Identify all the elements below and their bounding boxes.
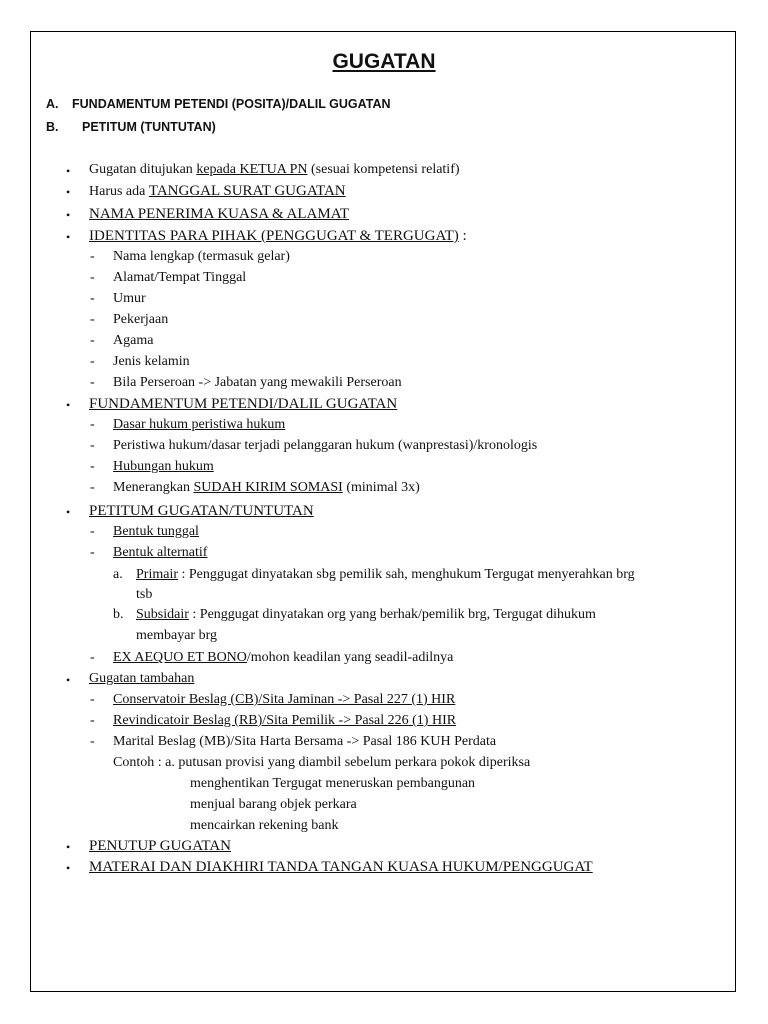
list-item-tambahan: Gugatan tambahan xyxy=(89,671,195,686)
list-item-kuasa: NAMA PENERIMA KUASA & ALAMAT xyxy=(89,206,350,222)
dash-icon: - xyxy=(90,354,95,369)
sub-item: Agama xyxy=(113,333,154,348)
dash-icon: - xyxy=(90,270,95,285)
list-item-tanggal: Harus ada TANGGAL SURAT GUGATAN xyxy=(89,183,346,199)
list-item-penutup: PENUTUP GUGATAN xyxy=(89,838,231,854)
bullet-icon: • xyxy=(66,230,71,244)
dash-icon: - xyxy=(90,333,95,348)
sub-sub-item-cont: membayar brg xyxy=(136,628,217,643)
sub-item: Dasar hukum peristiwa hukum xyxy=(113,417,286,432)
sub-item: Nama lengkap (termasuk gelar) xyxy=(113,249,290,264)
sub-item: Jenis kelamin xyxy=(113,354,190,369)
list-item-ditujukan: Gugatan ditujukan kepada KETUA PN (sesuai kompetensi relatif) xyxy=(89,162,460,177)
section-b-heading: PETITUM (TUNTUTAN) xyxy=(82,120,216,134)
sub-item: Pekerjaan xyxy=(113,312,169,327)
sub-item: Alamat/Tempat Tinggal xyxy=(113,270,247,285)
contoh-line: mencairkan rekening bank xyxy=(190,818,339,833)
list-item-materai: MATERAI DAN DIAKHIRI TANDA TANGAN KUASA HUKUM/PENGGUGAT xyxy=(89,859,593,875)
dash-icon: - xyxy=(90,650,95,665)
sub-sub-label: b. xyxy=(113,607,124,622)
dash-icon: - xyxy=(90,480,95,495)
contoh-line: menghentikan Tergugat meneruskan pembangunan xyxy=(190,776,476,791)
dash-icon: - xyxy=(90,375,95,390)
bullet-icon: • xyxy=(66,505,71,519)
sub-sub-item-cont: tsb xyxy=(136,587,153,602)
sub-item: Marital Beslag (MB)/Sita Harta Bersama -> Pasal 186 KUH Perdata xyxy=(113,734,497,749)
bullet-icon: • xyxy=(66,208,71,222)
dash-icon: - xyxy=(90,459,95,474)
dash-icon: - xyxy=(90,249,95,264)
list-item-petitum: PETITUM GUGATAN/TUNTUTAN xyxy=(89,503,314,519)
sub-sub-item: Primair : Penggugat dinyatakan sbg pemilik sah, menghukum Tergugat menyerahkan brg xyxy=(136,567,635,582)
dash-icon: - xyxy=(90,312,95,327)
bullet-icon: • xyxy=(66,840,71,854)
dash-icon: - xyxy=(90,291,95,306)
sub-item: Menerangkan SUDAH KIRIM SOMASI (minimal 3x) xyxy=(113,480,420,495)
sub-sub-item: Subsidair : Penggugat dinyatakan org yang berhak/pemilik brg, Tergugat dihukum xyxy=(136,607,596,622)
list-item-identitas: IDENTITAS PARA PIHAK (PENGGUGAT & TERGUGAT) : xyxy=(89,228,467,244)
dash-icon: - xyxy=(90,692,95,707)
contoh-line: Contoh : a. putusan provisi yang diambil sebelum perkara pokok diperiksa xyxy=(113,755,531,770)
bullet-icon: • xyxy=(66,398,71,412)
sub-item: Hubungan hukum xyxy=(113,459,214,474)
sub-item: Conservatoir Beslag (CB)/Sita Jaminan -> Pasal 227 (1) HIR xyxy=(113,692,456,707)
bullet-icon: • xyxy=(66,673,71,687)
dash-icon: - xyxy=(90,417,95,432)
section-a-heading: FUNDAMENTUM PETENDI (POSITA)/DALIL GUGATAN xyxy=(72,97,391,111)
document-title: GUGATAN xyxy=(332,50,436,73)
bullet-icon: • xyxy=(66,164,71,178)
sub-item: Revindicatoir Beslag (RB)/Sita Pemilik -> Pasal 226 (1) HIR xyxy=(113,713,457,728)
contoh-line: menjual barang objek perkara xyxy=(190,797,357,812)
dash-icon: - xyxy=(90,734,95,749)
section-b-letter: B. xyxy=(46,120,59,134)
dash-icon: - xyxy=(90,545,95,560)
sub-item: Peristiwa hukum/dasar terjadi pelanggaran hukum (wanprestasi)/kronologis xyxy=(113,438,538,453)
sub-item: Bentuk tunggal xyxy=(113,524,199,539)
section-a-letter: A. xyxy=(46,97,59,111)
bullet-icon: • xyxy=(66,185,71,199)
sub-item: Umur xyxy=(113,291,146,306)
dash-icon: - xyxy=(90,524,95,539)
sub-sub-label: a. xyxy=(113,567,123,582)
sub-item: Bentuk alternatif xyxy=(113,545,208,560)
list-item-fundamentum: FUNDAMENTUM PETENDI/DALIL GUGATAN xyxy=(89,396,398,412)
sub-item: Bila Perseroan -> Jabatan yang mewakili Perseroan xyxy=(113,375,402,390)
dash-icon: - xyxy=(90,438,95,453)
sub-item: EX AEQUO ET BONO/mohon keadilan yang seadil-adilnya xyxy=(113,650,454,665)
dash-icon: - xyxy=(90,713,95,728)
bullet-icon: • xyxy=(66,861,71,875)
